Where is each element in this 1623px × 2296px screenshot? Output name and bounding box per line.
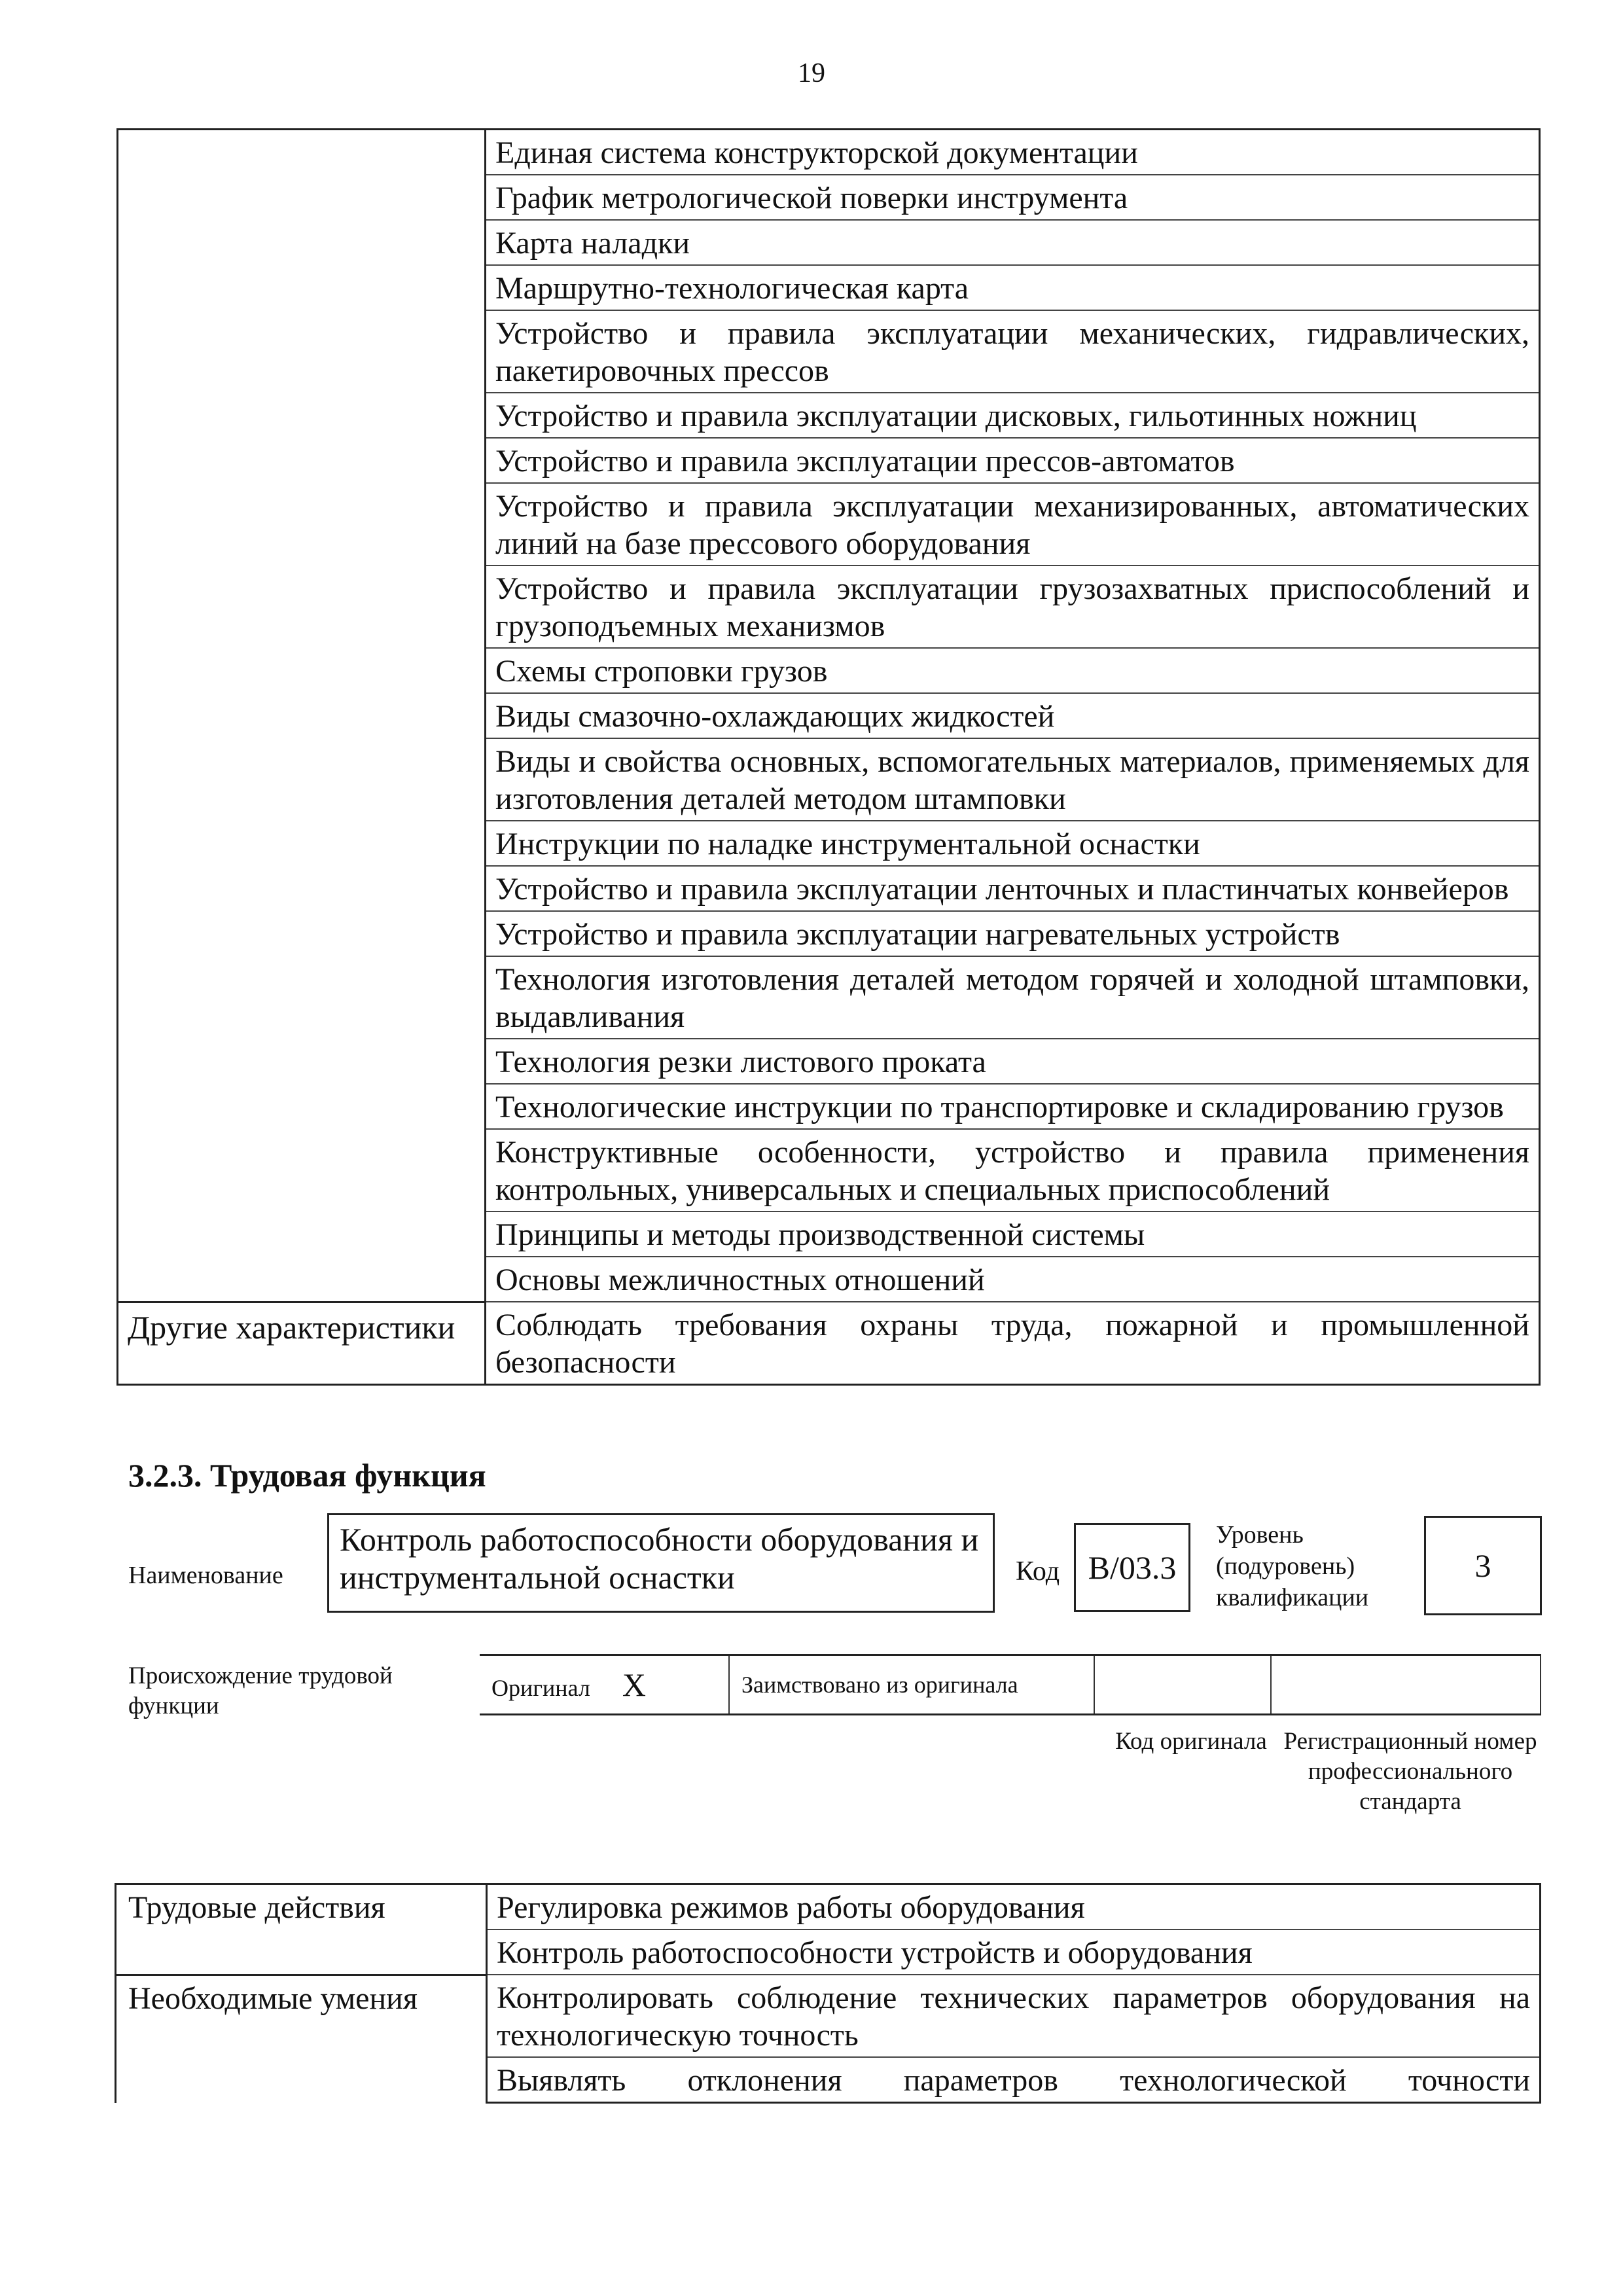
- original-cell: [480, 1655, 729, 1715]
- knowledge-item: Устройство и правила эксплуатации нагревательных устройств: [486, 911, 1540, 956]
- knowledge-item: Конструктивные особенности, устройство и правила применения контрольных, универсальных и специальных приспособлений: [486, 1129, 1540, 1211]
- skill-item: Контролировать соблюдение технических параметров оборудования на технологическую точность: [487, 1975, 1541, 2057]
- knowledge-item: Технологические инструкции по транспортировке и складированию грузов: [486, 1084, 1540, 1129]
- original-label: Оригинал: [491, 1675, 590, 1701]
- knowledge-item: Устройство и правила эксплуатации дисковых, гильотинных ножниц: [486, 393, 1540, 438]
- knowledge-item: Карта наладки: [486, 220, 1540, 265]
- level-value-box: [1424, 1516, 1542, 1615]
- action-item: Контроль работоспособности устройств и оборудования: [487, 1929, 1541, 1975]
- origin-table: [480, 1654, 1541, 1715]
- code-label: Код: [1016, 1556, 1060, 1587]
- knowledge-item: Принципы и методы производственной системы: [486, 1211, 1540, 1257]
- reg-number-caption: Регистрационный номер профессионального стандарта: [1283, 1728, 1537, 1815]
- actions-label: Трудовые действия: [116, 1884, 487, 1975]
- knowledge-item: Виды смазочно-охлаждающих жидкостей: [486, 693, 1540, 738]
- knowledge-item: Единая система конструкторской документации: [486, 130, 1540, 175]
- other-characteristics-label: Другие характеристики: [118, 1302, 486, 1385]
- knowledge-item: Основы межличностных отношений: [486, 1257, 1540, 1302]
- knowledge-item: Маршрутно-технологическая карта: [486, 265, 1540, 310]
- knowledge-item: Устройство и правила эксплуатации прессов-автоматов: [486, 438, 1540, 483]
- action-item: Регулировка режимов работы оборудования: [487, 1884, 1541, 1930]
- actions-table: [115, 1883, 1541, 2104]
- knowledge-item: Устройство и правила эксплуатации ленточных и пластинчатых конвейеров: [486, 866, 1540, 911]
- knowledge-item: Устройство и правила эксплуатации механизированных, автоматических линий на базе прессового оборудования: [486, 483, 1540, 565]
- knowledge-item: Технология изготовления деталей методом горячей и холодной штамповки, выдавливания: [486, 956, 1540, 1039]
- level-value: 3: [1474, 1547, 1491, 1584]
- knowledge-item: График метрологической поверки инструмента: [486, 175, 1540, 220]
- name-label: Наименование: [128, 1562, 283, 1589]
- borrowed-label: Заимствовано из оригинала: [741, 1672, 1018, 1698]
- borrowed-cell: [729, 1655, 1094, 1715]
- knowledge-item: Технология резки листового проката: [486, 1039, 1540, 1084]
- code-value: B/03.3: [1088, 1549, 1177, 1586]
- knowledge-table: [116, 128, 1541, 1386]
- code-original-caption: Код оригинала: [1115, 1728, 1267, 1755]
- knowledge-label-cell: [118, 130, 486, 1302]
- other-characteristics-value: Соблюдать требования охраны труда, пожарной и промышленной безопасности: [486, 1302, 1540, 1385]
- knowledge-item: Схемы строповки грузов: [486, 648, 1540, 693]
- skills-label: Необходимые умения: [116, 1975, 487, 2103]
- knowledge-item: Устройство и правила эксплуатации механических, гидравлических, пакетировочных прессов: [486, 310, 1540, 393]
- origin-label: Происхождение трудовой функции: [128, 1662, 393, 1719]
- code-original-cell: [1094, 1655, 1271, 1715]
- knowledge-item: Устройство и правила эксплуатации грузозахватных приспособлений и грузоподъемных механизмов: [486, 565, 1540, 648]
- level-label: Уровень (подуровень) квалификации: [1216, 1521, 1369, 1611]
- name-value-box: [327, 1513, 995, 1613]
- skill-item: Выявлять отклонения параметров технологической точности: [487, 2057, 1541, 2103]
- knowledge-item: Инструкции по наладке инструментальной оснастки: [486, 821, 1540, 866]
- section-heading: 3.2.3. Трудовая функция: [128, 1457, 486, 1494]
- knowledge-item: Виды и свойства основных, вспомогательных материалов, применяемых для изготовления деталей методом штамповки: [486, 738, 1540, 821]
- page-number: 19: [798, 58, 825, 88]
- code-value-box: [1074, 1523, 1190, 1612]
- name-value: Контроль работоспособности оборудования и инструментальной оснастки: [340, 1521, 979, 1596]
- original-mark: X: [622, 1666, 646, 1703]
- reg-number-cell: [1271, 1655, 1541, 1715]
